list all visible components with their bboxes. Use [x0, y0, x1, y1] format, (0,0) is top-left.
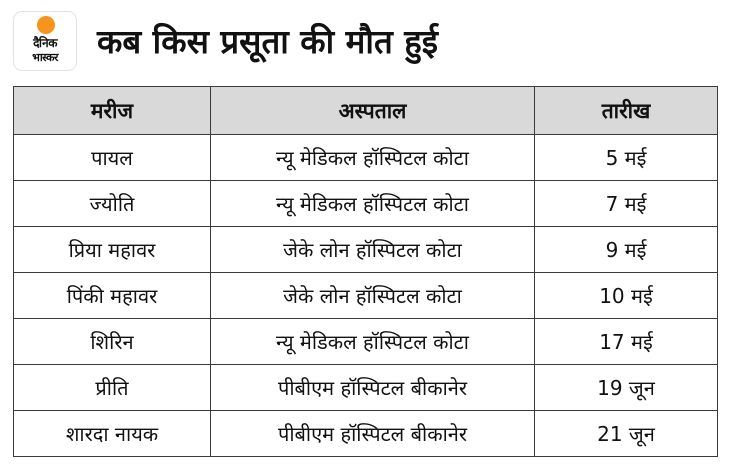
table-row [14, 365, 718, 411]
hospital-cell: जेके लोन हॉस्पिटल कोटा [211, 273, 535, 319]
table-row [14, 273, 718, 319]
table-row [14, 227, 718, 273]
hospital-cell: पीबीएम हॉस्पिटल बीकानेर [211, 365, 535, 411]
table-header-row [14, 87, 718, 135]
column-header-date: तारीख [535, 87, 718, 135]
date-cell: 7 मई [535, 181, 718, 227]
patient-cell: ज्योति [14, 181, 211, 227]
hospital-cell: जेके लोन हॉस्पिटल कोटा [211, 227, 535, 273]
date-cell: 9 मई [535, 227, 718, 273]
date-cell: 5 मई [535, 135, 718, 181]
brand-logo [13, 11, 77, 71]
patient-cell: शिरिन [14, 319, 211, 365]
hospital-cell: न्यू मेडिकल हॉस्पिटल कोटा [211, 135, 535, 181]
brand-name-line1: दैनिक [33, 36, 57, 50]
date-cell: 10 मई [535, 273, 718, 319]
patient-cell: शारदा नायक [14, 411, 211, 457]
header [13, 11, 717, 73]
brand-name-line2: भास्कर [32, 51, 58, 64]
date-cell: 17 मई [535, 319, 718, 365]
hospital-cell: न्यू मेडिकल हॉस्पिटल कोटा [211, 319, 535, 365]
patient-cell: पायल [14, 135, 211, 181]
column-header-hospital: अस्पताल [211, 87, 535, 135]
patient-cell: पिंकी महावर [14, 273, 211, 319]
patient-cell: प्रीति [14, 365, 211, 411]
hospital-cell: न्यू मेडिकल हॉस्पिटल कोटा [211, 181, 535, 227]
table-row [14, 181, 718, 227]
patient-cell: प्रिया महावर [14, 227, 211, 273]
column-header-patient: मरीज [14, 87, 211, 135]
page-title: कब किस प्रसूता की मौत हुई [97, 22, 438, 61]
table-row [14, 319, 718, 365]
table-row [14, 411, 718, 457]
date-cell: 19 जून [535, 365, 718, 411]
date-cell: 21 जून [535, 411, 718, 457]
hospital-cell: पीबीएम हॉस्पिटल बीकानेर [211, 411, 535, 457]
deaths-table [13, 86, 718, 457]
sun-icon [37, 16, 55, 34]
table-row [14, 135, 718, 181]
